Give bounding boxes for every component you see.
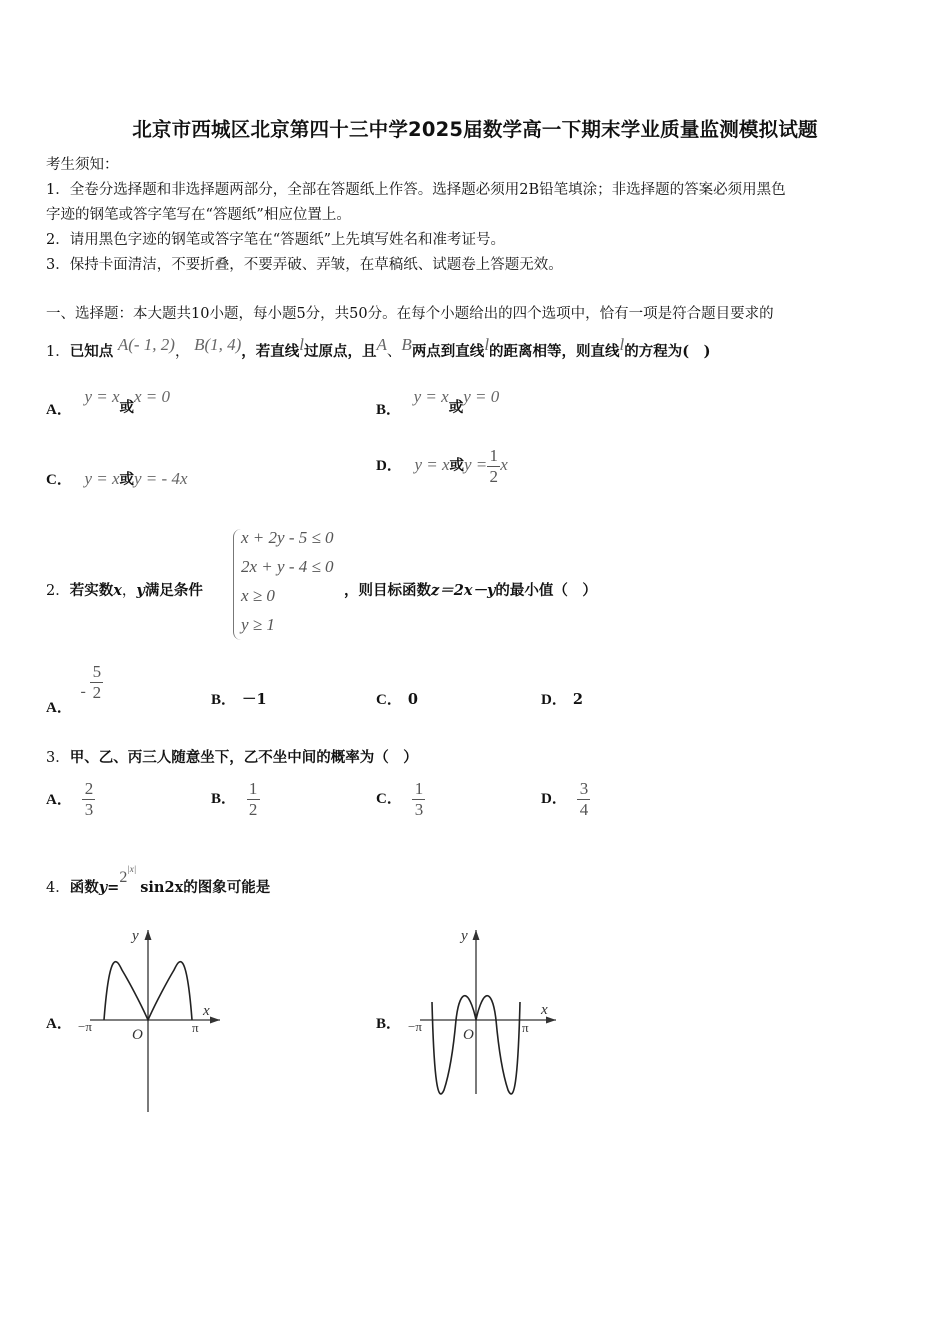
option-math-3: x xyxy=(500,455,508,475)
page-title: 北京市西城区北京第四十三中学2025届数学高一下期末学业质量监测模拟试题 xyxy=(132,118,818,141)
x-axis-label: x xyxy=(203,1003,210,1019)
option-label: D． xyxy=(541,791,567,808)
q3-option-d[interactable] xyxy=(541,779,590,819)
section-heading: 一、选择题：本大题共10小题，每小题5分，共50分。在每个小题给出的四个选项中，恰有一项是符合题目要求的 xyxy=(46,306,774,322)
option-math: y = x xyxy=(84,387,120,406)
q3-text: 甲、乙、丙三人随意坐下，乙不坐中间的概率为（ ） xyxy=(69,749,418,766)
option-or: 或 xyxy=(448,399,464,416)
option-sign: - xyxy=(80,683,86,701)
q1-line-l: l xyxy=(299,335,305,354)
q2-expression: z＝2x－y xyxy=(431,582,496,599)
fraction-den: 3 xyxy=(84,799,94,819)
notice-item-1: 1．全卷分选择题和非选择题两部分，全部在答题纸上作答。选择题必须用2B铅笔填涂；非选择题的答案必须用黑色 xyxy=(46,182,786,198)
q1-label-b: B xyxy=(401,335,412,354)
q4-number: 4． xyxy=(46,880,70,896)
q1-option-c[interactable] xyxy=(46,468,188,489)
fraction-den: 3 xyxy=(414,799,424,819)
q2-number: 2． xyxy=(46,583,70,599)
q4-text: 函数 xyxy=(69,879,99,896)
q4-option-b-graph[interactable] xyxy=(400,922,565,1102)
notice-item-2: 2．请用黑色字迹的钢笔或答字笔在“答题纸”上先填写姓名和准考证号。 xyxy=(46,232,506,248)
option-label: A． xyxy=(46,700,72,717)
pi-label: π xyxy=(192,1020,199,1035)
q2-tail xyxy=(344,579,597,600)
question-3 xyxy=(46,746,418,767)
q4-y: y= xyxy=(98,879,120,896)
q1-point-a: A(- 1, 2) xyxy=(117,335,175,354)
option-label: B． xyxy=(211,692,237,708)
q1-option-a[interactable] xyxy=(46,386,171,418)
q2-var-x: x xyxy=(113,582,122,599)
fraction-num: 3 xyxy=(579,779,589,798)
q1-text-3: 过原点，且 xyxy=(304,343,377,360)
fraction-num: 1 xyxy=(248,779,258,798)
option-or: 或 xyxy=(119,471,135,488)
q2-condition-4: y ≥ 1 xyxy=(241,615,275,634)
fraction-num: 1 xyxy=(489,446,499,465)
q1-text: 已知点 xyxy=(69,343,114,360)
q4-exponent: |x| xyxy=(127,864,137,874)
option-math: y = x xyxy=(414,455,450,475)
fraction-num: 5 xyxy=(92,662,102,681)
y-axis-arrow xyxy=(473,930,480,940)
option-label: B． xyxy=(376,402,402,418)
q2-text: 若实数 xyxy=(69,582,114,599)
option-label: D． xyxy=(376,458,402,475)
origin-label: O xyxy=(132,1027,143,1043)
option-fraction xyxy=(90,662,103,702)
notice-heading: 考生须知： xyxy=(46,157,119,173)
question-2 xyxy=(46,579,203,600)
q4-option-b-label[interactable]: B． xyxy=(376,1016,402,1032)
q3-option-c[interactable] xyxy=(376,779,425,819)
option-math-2: x = 0 xyxy=(134,387,171,406)
q2-text-2: 满足条件 xyxy=(144,582,203,599)
q2-comma: ， xyxy=(121,583,137,599)
option-label: C． xyxy=(376,791,402,808)
y-axis-label: y xyxy=(132,928,139,944)
neg-pi-label: −π xyxy=(78,1019,92,1034)
fraction-den: 2 xyxy=(248,799,258,819)
pi-label: π xyxy=(522,1020,529,1035)
q2-option-c[interactable] xyxy=(376,688,418,709)
neg-pi-label: −π xyxy=(408,1019,422,1034)
fraction-num: 2 xyxy=(84,779,94,798)
q1-option-d[interactable] xyxy=(376,446,508,486)
x-axis-label: x xyxy=(541,1002,548,1018)
q3-number: 3． xyxy=(46,750,70,766)
option-label: C． xyxy=(46,472,72,488)
q4-option-a-graph[interactable] xyxy=(70,922,230,1117)
q2-text-4: 的最小值（ ） xyxy=(495,582,597,599)
option-label: D． xyxy=(541,692,567,708)
fraction-den: 2 xyxy=(489,466,499,486)
q1-comma: ， xyxy=(174,344,190,360)
option-label: A． xyxy=(46,402,72,418)
q1-sep: 、 xyxy=(386,344,402,360)
q2-option-b[interactable] xyxy=(211,688,267,709)
q4-sin: sin2x xyxy=(140,879,184,896)
q1-text-2: ，若直线 xyxy=(241,343,300,360)
option-fraction xyxy=(487,446,500,486)
q2-condition-3: x ≥ 0 xyxy=(241,586,275,605)
question-1 xyxy=(46,335,711,361)
option-label: A． xyxy=(46,792,72,809)
q1-label-a: A xyxy=(376,335,387,354)
q2-text-3: ，则目标函数 xyxy=(344,582,431,599)
q1-point-b: B(1, 4) xyxy=(194,335,242,354)
q1-option-b[interactable] xyxy=(376,386,500,418)
option-math: y = x xyxy=(84,469,120,488)
q4-base: 2 xyxy=(119,869,128,886)
fraction-den: 2 xyxy=(92,682,102,702)
option-math-2: y = - 4x xyxy=(134,469,188,488)
origin-label: O xyxy=(463,1027,474,1043)
notice-item-1-cont: 字迹的钢笔或答字笔写在“答题纸”相应位置上。 xyxy=(46,207,351,223)
option-fraction xyxy=(412,779,425,819)
option-value: 0 xyxy=(407,691,418,708)
notice-item-3: 3．保持卡面清洁，不要折叠，不要弄破、弄皱，在草稿纸、试题卷上答题无效。 xyxy=(46,257,563,273)
y-axis-label: y xyxy=(461,928,468,944)
q4-text-2: 的图象可能是 xyxy=(183,879,271,896)
option-value: 2 xyxy=(572,691,583,708)
q1-text-4: 两点到直线 xyxy=(411,343,485,360)
option-label: C． xyxy=(376,692,402,708)
q4-option-a-label[interactable]: A． xyxy=(46,1016,72,1032)
option-math-2: y = xyxy=(464,455,488,475)
option-or: 或 xyxy=(119,399,135,416)
x-axis-arrow xyxy=(210,1017,220,1024)
y-axis-arrow xyxy=(145,930,152,940)
q2-condition-2: 2x + y - 4 ≤ 0 xyxy=(241,557,334,576)
q1-text-5: 的距离相等，则直线 xyxy=(489,343,620,360)
option-or: 或 xyxy=(449,457,465,475)
q1-line-l-2: l xyxy=(484,335,490,354)
question-4 xyxy=(46,864,271,897)
fraction-num: 1 xyxy=(414,779,424,798)
q1-number: 1． xyxy=(46,344,70,360)
option-fraction xyxy=(577,779,590,819)
q1-text-6: 的方程为( ) xyxy=(624,343,711,360)
q2-var-y: y xyxy=(136,582,145,599)
option-label: B． xyxy=(211,791,237,808)
q1-line-l-3: l xyxy=(619,335,625,354)
option-fraction xyxy=(82,779,95,819)
q3-option-a[interactable] xyxy=(46,779,95,819)
q2-condition-1: x + 2y - 5 ≤ 0 xyxy=(241,528,334,547)
q3-option-b[interactable] xyxy=(211,779,260,819)
q2-option-a[interactable] xyxy=(46,662,103,717)
option-math: y = x xyxy=(413,387,449,406)
option-math-2: y = 0 xyxy=(463,387,500,406)
option-fraction xyxy=(247,779,260,819)
fraction-den: 4 xyxy=(579,799,589,819)
q2-option-d[interactable] xyxy=(541,688,583,709)
option-value: －1 xyxy=(242,691,267,708)
